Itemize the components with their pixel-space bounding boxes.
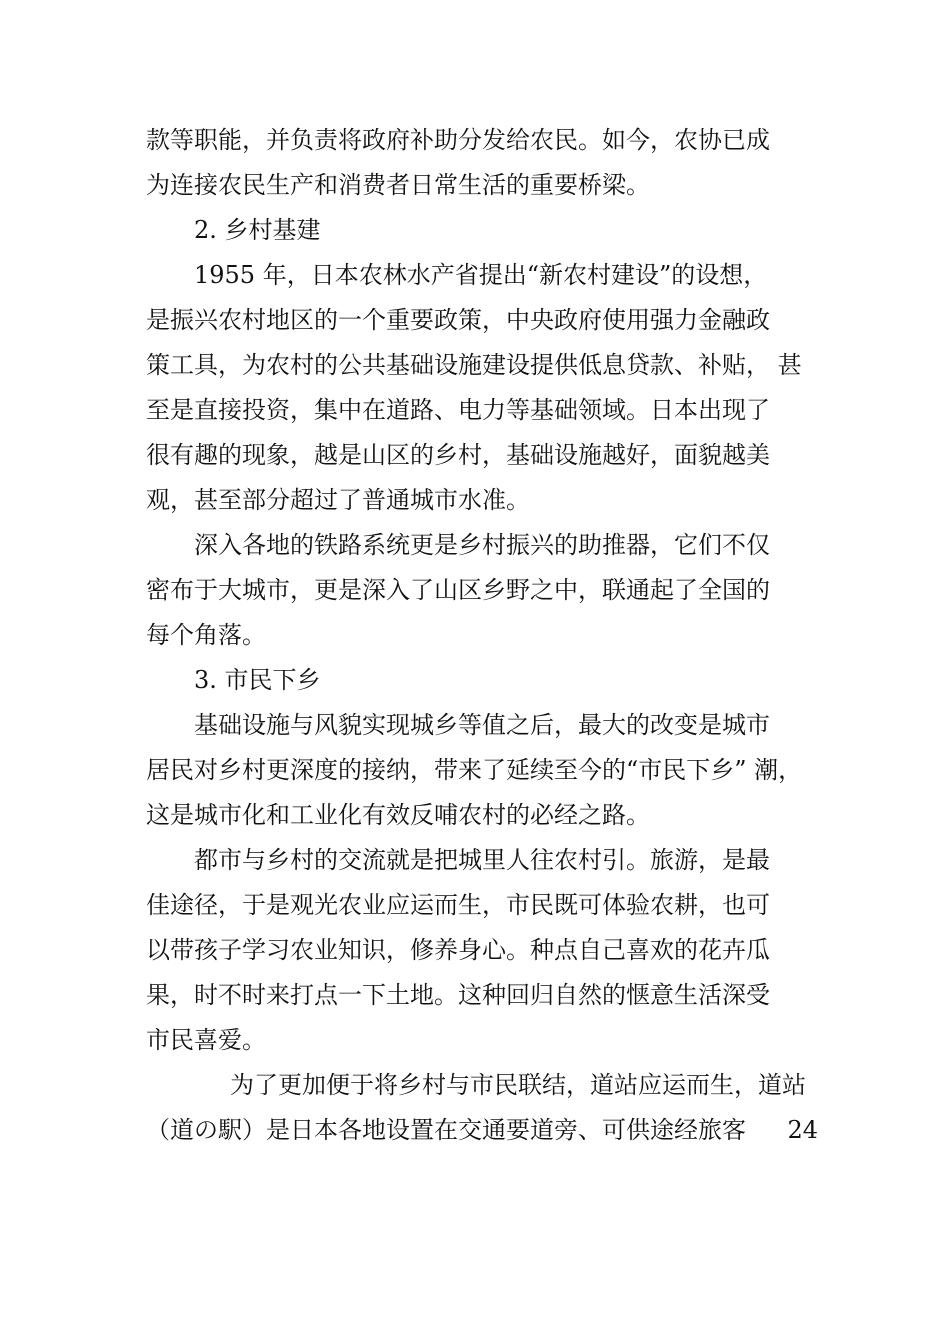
paragraph-line: 佳途径，于是观光农业应运而生，市民既可体验农耕，也可 <box>146 891 770 919</box>
paragraph-line: （道の駅）是日本各地设置在交通要道旁、可供途经旅客 <box>146 1116 746 1144</box>
paragraph-line: 市民喜爱。 <box>146 1026 266 1054</box>
paragraph-line: 很有趣的现象，越是山区的乡村，基础设施越好，面貌越美 <box>146 441 770 469</box>
paragraph-line: 都市与乡村的交流就是把城里人往农村引。旅游，是最 <box>194 846 770 874</box>
paragraph-line: 是振兴农村地区的一个重要政策，中央政府使用强力金融政 <box>146 306 770 334</box>
paragraph-line: 至是直接投资，集中在道路、电力等基础领域。日本出现了 <box>146 396 770 424</box>
paragraph-line: 居民对乡村更深度的接纳，带来了延续至今的“市民下乡” 潮， <box>146 756 803 784</box>
paragraph-line: 深入各地的铁路系统更是乡村振兴的助推器，它们不仅 <box>194 531 770 559</box>
last-line-with-page-number <box>146 1108 818 1153</box>
paragraph-line: 以带孩子学习农业知识，修养身心。种点自己喜欢的花卉瓜 <box>146 936 770 964</box>
page-number: 24 <box>787 1116 818 1144</box>
paragraph-line: 果，时不时来打点一下土地。这种回归自然的惬意生活深受 <box>146 981 770 1009</box>
section-heading: 2. 乡村基建 <box>194 216 321 244</box>
paragraph-line: 每个角落。 <box>146 621 266 649</box>
paragraph-line: 基础设施与风貌实现城乡等值之后，最大的改变是城市 <box>194 711 770 739</box>
paragraph-line: 策工具，为农村的公共基础设施建设提供低息贷款、补贴， 甚 <box>146 351 802 379</box>
paragraph-line: 为了更加便于将乡村与市民联结，道站应运而生，道站 <box>230 1071 806 1099</box>
paragraph-line: 款等职能，并负责将政府补助分发给农民。如今，农协已成 <box>146 126 770 154</box>
paragraph-line: 1955 年，日本农林水产省提出“新农村建设”的设想， <box>194 261 768 289</box>
paragraph-line: 为连接农民生产和消费者日常生活的重要桥梁。 <box>146 171 650 199</box>
paragraph-line: 这是城市化和工业化有效反哺农村的必经之路。 <box>146 801 650 829</box>
section-heading: 3. 市民下乡 <box>194 666 321 694</box>
paragraph-line: 观，甚至部分超过了普通城市水准。 <box>146 486 530 514</box>
paragraph-line: 密布于大城市，更是深入了山区乡野之中，联通起了全国的 <box>146 576 770 604</box>
document-page <box>146 118 818 1153</box>
